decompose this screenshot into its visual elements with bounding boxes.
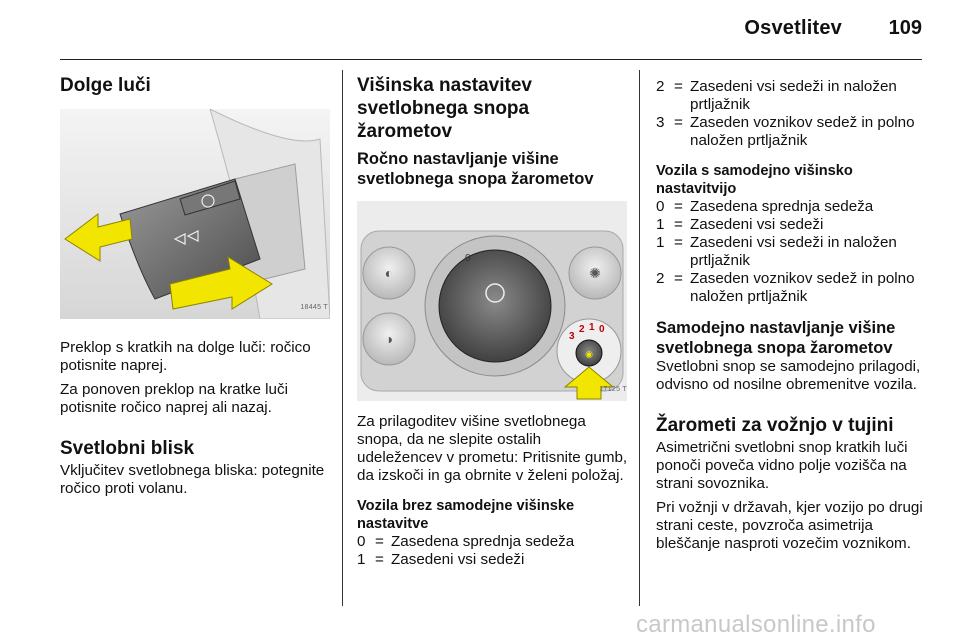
list-item: 3 = Zaseden voznikov sedež in polno naložen prtljažnik (656, 114, 915, 149)
heading-headlight-flash: Svetlobni blisk (60, 438, 195, 459)
heading-headlight-range: Višinska nastavitev svetlobnega snopa žarometov (357, 75, 532, 142)
list-item: 1 = Zasedeni vsi sedeži (357, 551, 525, 568)
figure-code: 18445 T (300, 304, 328, 311)
figure-code: 17125 T (599, 386, 627, 393)
svg-text:◐: ◐ (384, 265, 394, 281)
paragraph-high-beam-off: Za ponoven preklop na kratke luči potisnite ročico naprej ali nazaj. (60, 381, 288, 416)
svg-text:◑: ◑ (384, 331, 394, 347)
list-item: 2 = Zaseden voznikov sedež in polno naložen prtljažnik (656, 270, 915, 305)
list-with-auto (656, 198, 926, 306)
lever-illustration (60, 109, 330, 319)
list-without-auto-continued (656, 78, 926, 150)
dial-label-1: 1 (589, 322, 595, 333)
paragraph-auto-range: Svetlobni snop se samodejno prilagodi, odvisno od nosilne obremenitve vozila. (656, 358, 921, 393)
column-2 (357, 74, 629, 569)
paragraph-abroad-1: Asimetrični svetlobni snop kratkih luči ponoči poveča vidno polje vozišča na strani sovoznika. (656, 439, 908, 492)
heading-high-beam: Dolge luči (60, 75, 151, 96)
dial-label-3: 3 (569, 331, 575, 342)
figure-high-beam-lever (60, 109, 330, 319)
switch-label-off: 0 (465, 253, 471, 264)
column-1 (60, 74, 330, 498)
paragraph-abroad-2: Pri vožnji v državah, kjer vozijo po drugi strani ceste, povzroča asimetrija bleščanje nasproti vozečim voznikom. (656, 499, 923, 552)
heading-auto-range: Samodejno nastavljanje višine svetlobnega snopa žarometov (656, 319, 896, 357)
page-number: 109 (888, 17, 922, 39)
list-item: 1 = Zasedeni vsi sedeži (656, 216, 824, 233)
heading-manual-range: Ročno nastavljanje višine svetlobnega snopa žarometov (357, 150, 594, 188)
page-header (0, 0, 960, 60)
list-item: 1 = Zasedeni vsi sedeži in naložen prtljažnik (656, 234, 897, 269)
list-item: 0 = Zasedena sprednja sedeža (357, 533, 575, 550)
heading-without-auto: Vozila brez samodejne višinske nastavitve (357, 498, 575, 532)
list-without-auto (357, 533, 629, 569)
light-switch-knob[interactable] (439, 250, 551, 362)
svg-text:◉: ◉ (585, 349, 593, 359)
light-switch-illustration (357, 201, 627, 401)
column-3 (656, 78, 926, 553)
paragraph-adjust: Za prilagoditev višine svetlobnega snopa, da ne slepite ostalih udeležencev v prometu: Pritisnite gumb, da izskoči in ga obrnite v želeni položaj. (357, 413, 628, 484)
column-divider-1 (342, 70, 343, 606)
heading-headlights-abroad: Žarometi za vožnjo v tujini (656, 415, 894, 436)
header-rule (60, 59, 922, 60)
svg-text:✺: ✺ (589, 265, 601, 281)
figure-light-switch-panel (357, 201, 629, 401)
dial-label-0: 0 (599, 324, 605, 335)
watermark: carmanualsonline.info (636, 611, 876, 638)
paragraph-headlight-flash: Vključitev svetlobnega bliska: potegnite ročico proti volanu. (60, 462, 325, 497)
page-title: Osvetlitev (744, 17, 842, 39)
heading-with-auto: Vozila s samodejno višinsko nastavitvijo (656, 163, 853, 197)
list-item: 0 = Zasedena sprednja sedeža (656, 198, 874, 215)
dial-label-2: 2 (579, 324, 585, 335)
paragraph-high-beam-on: Preklop s kratkih na dolge luči: ročico potisnite naprej. (60, 339, 311, 374)
list-item: 2 = Zasedeni vsi sedeži in naložen prtljažnik (656, 78, 897, 113)
column-divider-2 (639, 70, 640, 606)
